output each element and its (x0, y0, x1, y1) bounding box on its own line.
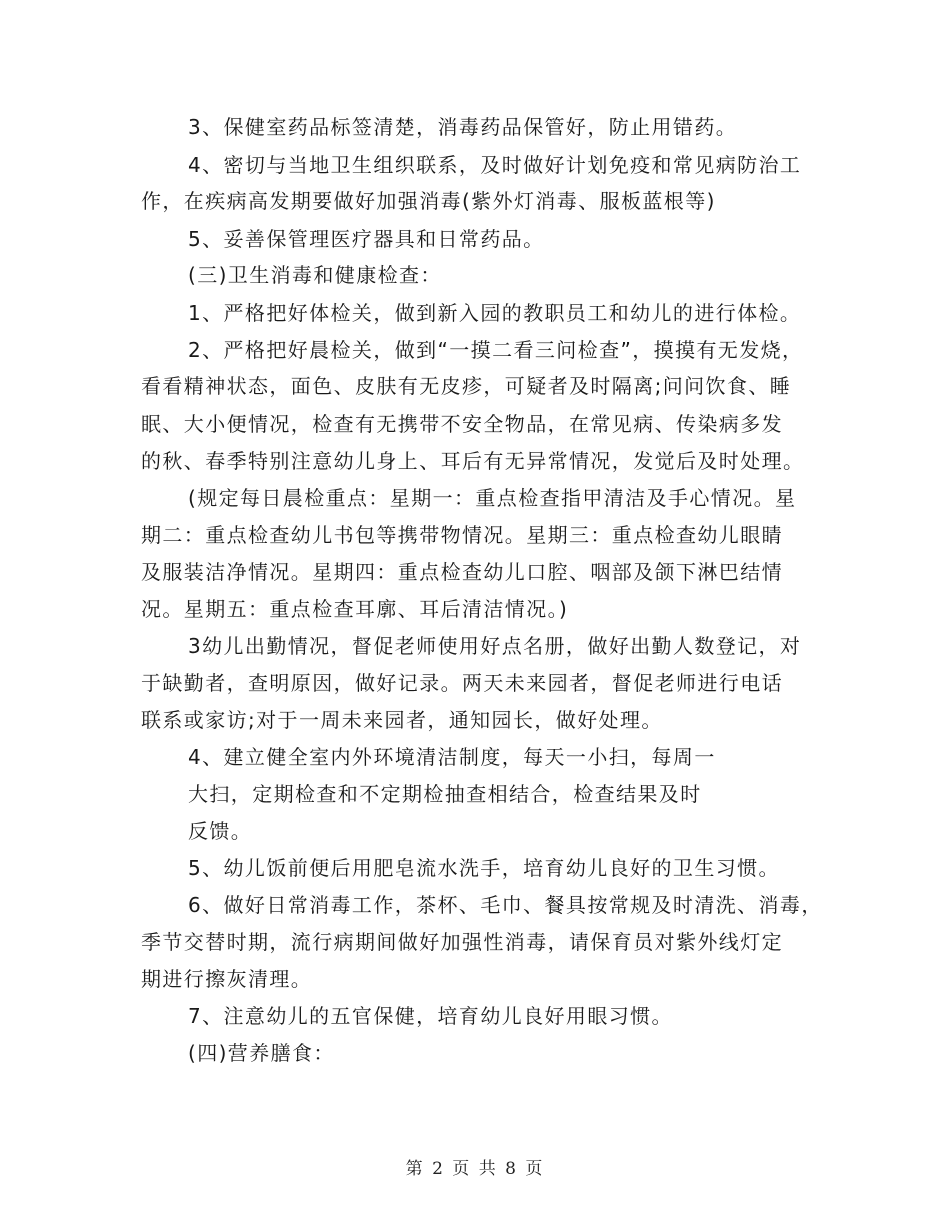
text-line: 于缺勤者，查明原因，做好记录。两天未来园者，督促老师进行电话 (141, 671, 783, 695)
text-line: 7、注意幼儿的五官保健，培育幼儿良好用眼习惯。 (188, 1004, 673, 1028)
text-line: 季节交替时期，流行病期间做好加强性消毒，请保育员对紫外线灯定 (141, 930, 783, 954)
text-line: 况。星期五：重点检查耳廓、耳后清洁情况。) (141, 597, 569, 621)
text-line: 反馈。 (188, 819, 253, 843)
text-line: 3幼儿出勤情况，督促老师使用好点名册，做好出勤人数登记，对 (188, 634, 802, 658)
text-line: 4、建立健全室内外环境清洁制度，每天一小扫，每周一 (188, 745, 716, 769)
text-line: (规定每日晨检重点：星期一：重点检查指甲清洁及手心情况。星 (188, 486, 797, 510)
text-line: 期进行擦灰清理。 (141, 967, 313, 991)
text-line: 期二：重点检查幼儿书包等携带物情况。星期三：重点检查幼儿眼睛 (141, 523, 783, 547)
text-line: 看看精神状态，面色、皮肤有无皮疹，可疑者及时隔离;问问饮食、睡 (141, 374, 792, 398)
section-heading: (三)卫生消毒和健康检查： (188, 263, 442, 287)
text-line: 的秋、春季特别注意幼儿身上、耳后有无异常情况，发觉后及时处理。 (141, 449, 805, 473)
text-line: 大扫，定期检查和不定期检抽查相结合，检查结果及时 (188, 782, 702, 806)
text-line: 6、做好日常消毒工作，茶杯、毛巾、餐具按常规及时清洗、消毒， (188, 893, 823, 917)
text-line: 5、妥善保管理医疗器具和日常药品。 (188, 227, 545, 251)
text-line: 4、密切与当地卫生组织联系，及时做好计划免疫和常见病防治工 (188, 153, 802, 177)
text-line: 眠、大小便情况，检查有无携带不安全物品，在常见病、传染病多发 (141, 412, 783, 436)
text-line: 作，在疾病高发期要做好加强消毒(紫外灯消毒、服板蓝根等) (141, 189, 716, 213)
text-line: 联系或家访;对于一周未来园者，通知园长，做好处理。 (141, 708, 663, 732)
text-line: 1、严格把好体检关，做到新入园的教职员工和幼儿的进行体检。 (188, 301, 802, 325)
text-line: 及服装洁净情况。星期四：重点检查幼儿口腔、咽部及颌下淋巴结情 (141, 560, 783, 584)
text-line: 5、幼儿饭前便后用肥皂流水洗手，培育幼儿良好的卫生习惯。 (188, 856, 780, 880)
section-heading: (四)营养膳食： (188, 1041, 335, 1065)
page-number-footer: 第 2 页 共 8 页 (405, 1159, 545, 1179)
text-line: 3、保健室药品标签清楚，消毒药品保管好，防止用错药。 (188, 115, 738, 139)
text-line: 2、严格把好晨检关，做到“一摸二看三问检查”，摸摸有无发烧， (188, 338, 804, 362)
